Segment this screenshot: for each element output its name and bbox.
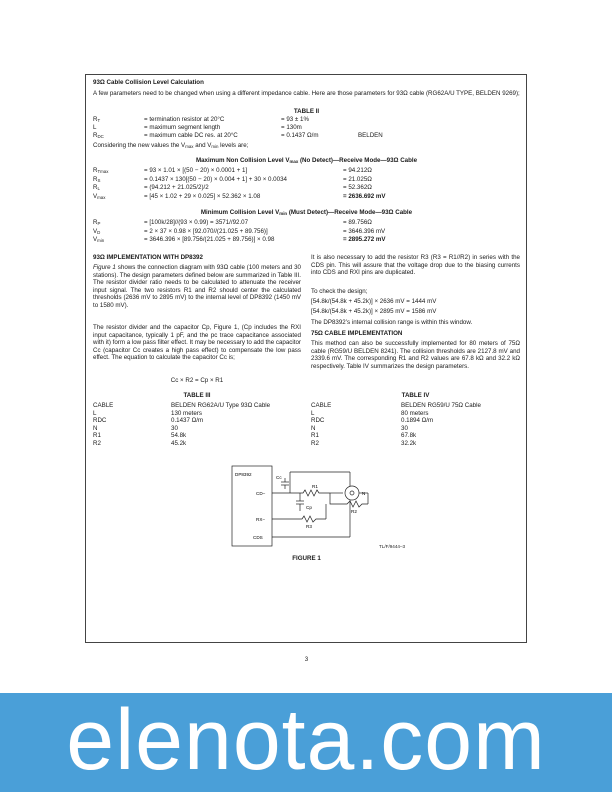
table3-param: RDC [93, 417, 107, 425]
cp-label: Cp [306, 505, 312, 510]
calc-expression: = [45 × 1.02 + 29 × 0.025] × 52.362 × 1.08 [144, 192, 261, 200]
calc-expression: = 0.1437 × 130[(50 − 20) × 0.004 + 1] + 30 × 0.0034 [144, 175, 287, 183]
section-title: 93Ω Cable Collision Level Calculation [93, 79, 204, 86]
calc-symbol: $R_P$ [93, 219, 101, 227]
resistor-r1 [290, 490, 330, 496]
check-line-2: [54.8k/(54.8k + 45.2k)] × 2895 mV = 1586 mV [311, 308, 437, 315]
page-number: 3 [304, 656, 309, 663]
table2-symbol: $R_{DC}$ [93, 132, 104, 140]
right-paragraph-3: The DP8392’s internal collision range is within this window. [311, 319, 473, 326]
r1-label: R1 [312, 484, 318, 489]
calc-expression: = (94.212 + 21.025/2)/2 [144, 184, 209, 192]
table2-symbol: $R_T$ [93, 116, 101, 124]
brand-logo-text[interactable]: elenota.com [66, 692, 546, 788]
resistor-r3 [292, 516, 326, 522]
calc-symbol: $V_{min}$ [93, 236, 105, 244]
table3-param: R2 [93, 440, 101, 447]
table2-symbol: L [93, 124, 97, 132]
calc-result: = 94.212Ω [343, 167, 372, 174]
figure1-schematic [230, 462, 410, 552]
table4-value: 0.1894 Ω/m [401, 417, 434, 425]
table4-param: CABLE [311, 402, 332, 409]
table2-description: = termination resistor at 20°C [144, 116, 225, 123]
table2-note: BELDEN [358, 132, 383, 140]
calc-expression: = 3646.396 × [89.756/(21.025 + 89.756)] × 0.98 [144, 236, 275, 244]
impl-heading: 93Ω IMPLEMENTATION WITH DP8392 [93, 254, 203, 261]
table3-value: 45.2k [171, 440, 187, 447]
right-paragraph-1: It is also necessary to add the resistor R3 (R3 = R1//R2) in series with the CDS pin. This will assure that the voltage drop due to the biasing currents into CDS and RXI pins are duplicated. [311, 254, 520, 277]
coax-connector [345, 486, 359, 500]
impl-paragraph-2: The resistor divider and the capacitor Cp, Figure 1, (Cp includes the RXI input capacitance, typically 1 pF, and the pc trace capacitance associated with it) form a low pass filter effect. It may be necessary to add the capacitor Cc (capacitor Cc creates a high pass effect) to compensate the low pass effect. The equation to calculate the capacitor Cc is; [93, 324, 301, 362]
dp8392-chip [232, 466, 272, 546]
table3-param: L [93, 409, 97, 417]
table4-param: R1 [311, 432, 319, 440]
table3-param: CABLE [93, 402, 114, 409]
calc-result: = 3646.396 mV [343, 227, 386, 235]
calc-symbol: $R_S$ [93, 175, 101, 183]
pin-rx-label: RX− [256, 517, 266, 522]
table4-param: N [311, 424, 316, 432]
table4-value: 32.2k [401, 440, 417, 447]
table3-param: N [93, 424, 98, 432]
calc-symbol: $R_{Tmax}$ [93, 167, 109, 175]
calc-result: = 2636.692 mV [343, 192, 386, 200]
table3-value: 30 [171, 424, 178, 432]
r3-label: R3 [306, 524, 312, 529]
table4-param: R2 [311, 440, 319, 447]
table4-value: 30 [401, 424, 408, 432]
table2-value: = 0.1437 Ω/m [281, 132, 319, 140]
table2-value: = 93 ± 1% [281, 116, 309, 123]
right-paragraph-2: To check the design; [311, 288, 368, 295]
table3-value: 54.8k [171, 432, 187, 440]
table4-param: L [311, 409, 315, 417]
table2-title: TABLE II [293, 108, 320, 115]
calc-symbol: $V_{max}$ [93, 192, 106, 200]
table3-param: R1 [93, 432, 101, 440]
r2-label: R2 [351, 509, 357, 514]
intro-paragraph: A few parameters need to be changed when using a different impedance cable. Here are those parameters for 93Ω cable (RG62A/U TYPE, BELDEN 9269); [93, 90, 520, 97]
equation: Cc × R2 = Cp × R1 [170, 377, 224, 384]
calc-result: = 2895.272 mV [343, 236, 386, 244]
figure-caption: FIGURE 1 [292, 555, 321, 562]
table4-title: TABLE IV [401, 392, 430, 399]
chip-label: DP8392 [235, 472, 252, 477]
right-paragraph-4: This method can also be successfully implemented for 80 meters of 75Ω cable (RG59/U BELDEN 8241). The collision thresholds are 2127.8 mV and 2339.6 mV. The corresponding R1 and R2 values are 67.8 kΩ and 32.2 kΩ respectively. Table IV summarizes the design parameters. [311, 340, 520, 370]
calc-expression: = 2 × 37 × 0.98 × [92.070//(21.025 + 89.756)] [144, 227, 268, 235]
table2-value: = 130m [281, 124, 302, 132]
calc-expression: = 93 × 1.01 × [(50 − 20) × 0.0001 + 1] [144, 167, 248, 174]
table3-value: BELDEN RG62A/U Type 93Ω Cable [171, 402, 271, 409]
table2-description: = maximum cable DC res. at 20°C [144, 132, 238, 140]
calc-result: = 52.362Ω [343, 184, 372, 192]
cc-label: Cc [276, 475, 282, 480]
check-line-1: [54.8k/(54.8k + 45.2k)] × 2636 mV = 1444 mV [311, 298, 437, 305]
coax-label: N [362, 491, 366, 496]
calc-result: = 21.025Ω [343, 175, 372, 183]
pin-cds-label: CDS [253, 535, 263, 540]
cable75-heading: 75Ω CABLE IMPLEMENTATION [311, 330, 403, 337]
table2-description: = maximum segment length [144, 124, 221, 132]
table4-value: 67.8k [401, 432, 417, 440]
figure-code: TL/F/9444–3 [379, 544, 406, 549]
min-section-title: Minimum Collision Level $V_{min}$ (Must Detect)—Receive Mode—93Ω Cable [200, 209, 413, 217]
pin-cd-label: CD− [256, 491, 266, 496]
table4-value: BELDEN RG59/U 75Ω Cable [401, 402, 481, 409]
table3-value: 0.1437 Ω/m [171, 417, 204, 425]
table3-title: TABLE III [183, 392, 211, 399]
consider-line: Considering the new values the $V_{max}$ and $V_{min}$ levels are; [93, 142, 249, 150]
max-section-title: Maximum Non Collision Level $V_{max}$ (No Detect)—Receive Mode—93Ω Cable [195, 157, 418, 165]
table4-value: 80 meters [401, 409, 429, 417]
table4-param: RDC [311, 417, 325, 425]
calc-result: = 89.756Ω [343, 219, 372, 226]
impl-paragraph-1: Figure 1 shows the connection diagram with 93Ω cable (100 meters and 30 stations). The design parameters defined below are summarized in Table III. The resistor divider ratio needs to be calculated to attenuate the receiver input signal. The two resistors R1 and R2 should center the calculated thresholds (2636 mV to 2895 mV) to the internal level of DP8392 (1450 mV to 1580 mV). [93, 264, 302, 309]
calc-expression: = [100k/28]//(93 × 0.99) = 3571//92.07 [144, 219, 249, 226]
table3-value: 130 meters [171, 409, 202, 417]
calc-symbol: $R_L$ [93, 184, 100, 192]
calc-symbol: $V_D$ [93, 227, 101, 235]
